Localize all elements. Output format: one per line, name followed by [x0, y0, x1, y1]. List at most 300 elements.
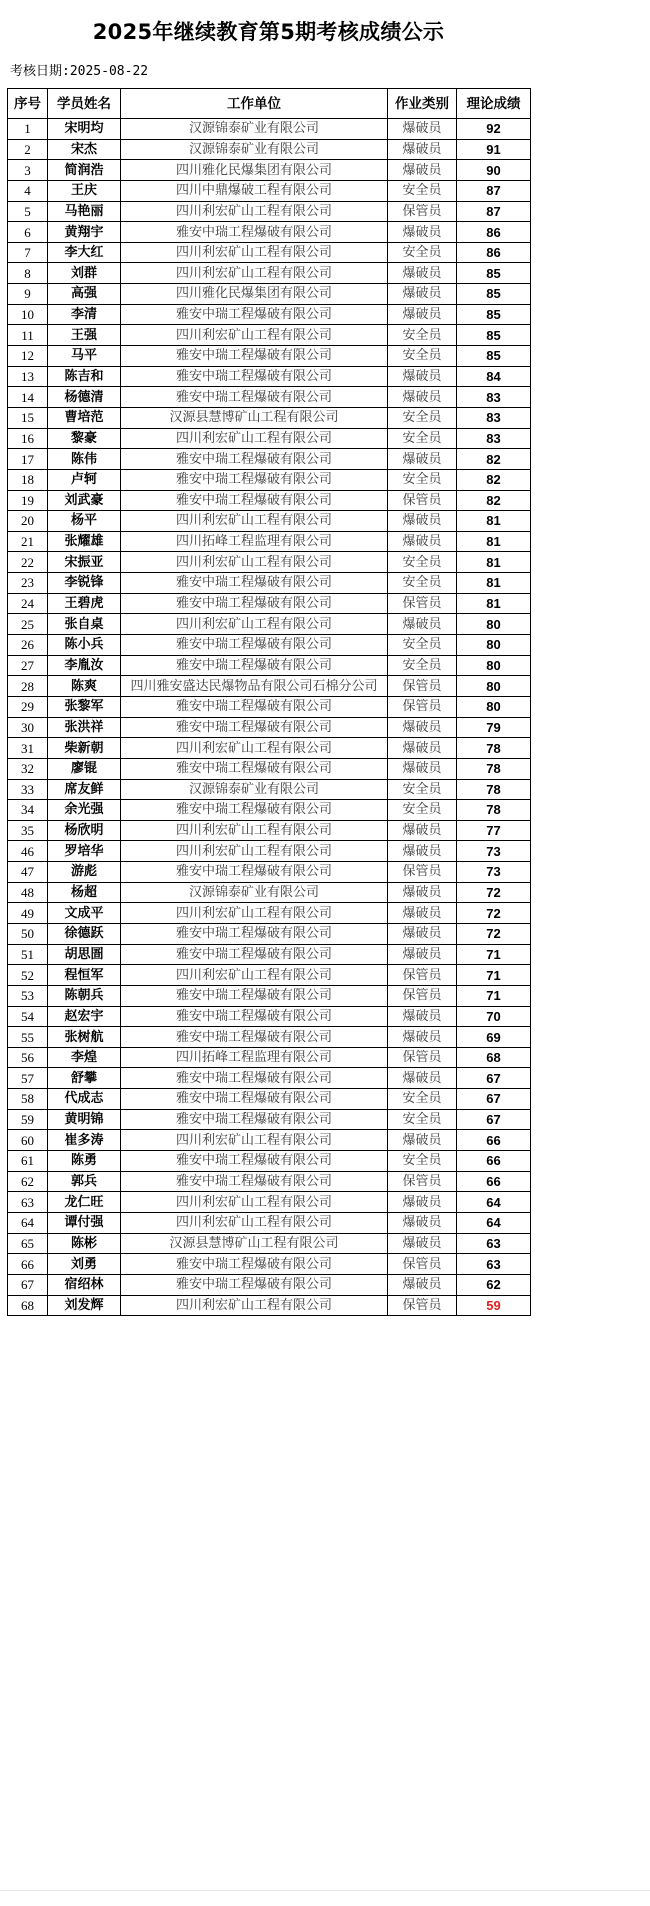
- table-row: [8, 1171, 531, 1192]
- table-row: [8, 180, 531, 201]
- work-unit-cell: 汉源锦泰矿业有限公司: [121, 882, 388, 903]
- theory-score-cell: 80: [457, 655, 531, 676]
- serial-number-cell: 8: [8, 263, 48, 284]
- serial-number-cell: 52: [8, 965, 48, 986]
- work-unit-cell: 四川中鼎爆破工程有限公司: [121, 180, 388, 201]
- table-row: [8, 903, 531, 924]
- theory-score-cell: 87: [457, 180, 531, 201]
- student-name-cell: 柴新朝: [48, 738, 121, 759]
- student-name-cell: 张洪祥: [48, 717, 121, 738]
- work-unit-cell: 四川利宏矿山工程有限公司: [121, 428, 388, 449]
- student-name-cell: 代成志: [48, 1089, 121, 1110]
- theory-score-cell: 86: [457, 222, 531, 243]
- student-name-cell: 李煌: [48, 1047, 121, 1068]
- job-category-cell: 爆破员: [388, 511, 457, 532]
- table-row: [8, 1089, 531, 1110]
- score-table: [7, 88, 531, 1316]
- job-category-cell: 保管员: [388, 1295, 457, 1316]
- student-name-cell: 李胤汝: [48, 655, 121, 676]
- job-category-cell: 爆破员: [388, 1274, 457, 1295]
- theory-score-cell: 84: [457, 366, 531, 387]
- job-category-cell: 爆破员: [388, 304, 457, 325]
- job-category-cell: 安全员: [388, 573, 457, 594]
- table-row: [8, 490, 531, 511]
- theory-score-cell: 72: [457, 903, 531, 924]
- serial-number-cell: 54: [8, 1006, 48, 1027]
- table-row: [8, 779, 531, 800]
- work-unit-cell: 雅安中瑞工程爆破有限公司: [121, 304, 388, 325]
- work-unit-cell: 雅安中瑞工程爆破有限公司: [121, 573, 388, 594]
- table-row: [8, 1274, 531, 1295]
- work-unit-cell: 汉源县慧博矿山工程有限公司: [121, 407, 388, 428]
- student-name-cell: 马艳丽: [48, 201, 121, 222]
- table-row: [8, 284, 531, 305]
- serial-number-cell: 60: [8, 1130, 48, 1151]
- work-unit-cell: 雅安中瑞工程爆破有限公司: [121, 469, 388, 490]
- job-category-cell: 爆破员: [388, 222, 457, 243]
- job-category-cell: 安全员: [388, 180, 457, 201]
- theory-score-cell: 82: [457, 469, 531, 490]
- table-row: [8, 696, 531, 717]
- student-name-cell: 宋杰: [48, 139, 121, 160]
- header-serial-number: 序号: [8, 89, 48, 119]
- exam-date: 考核日期:2025-08-22: [10, 64, 149, 79]
- work-unit-cell: 雅安中瑞工程爆破有限公司: [121, 862, 388, 883]
- serial-number-cell: 6: [8, 222, 48, 243]
- theory-score-cell: 83: [457, 387, 531, 408]
- job-category-cell: 保管员: [388, 490, 457, 511]
- score-table-body: [8, 119, 531, 1316]
- work-unit-cell: 雅安中瑞工程爆破有限公司: [121, 387, 388, 408]
- serial-number-cell: 65: [8, 1233, 48, 1254]
- work-unit-cell: 四川利宏矿山工程有限公司: [121, 1212, 388, 1233]
- serial-number-cell: 50: [8, 923, 48, 944]
- serial-number-cell: 20: [8, 511, 48, 532]
- work-unit-cell: 雅安中瑞工程爆破有限公司: [121, 985, 388, 1006]
- serial-number-cell: 48: [8, 882, 48, 903]
- job-category-cell: 爆破员: [388, 944, 457, 965]
- work-unit-cell: 四川利宏矿山工程有限公司: [121, 1130, 388, 1151]
- student-name-cell: 胡思圄: [48, 944, 121, 965]
- job-category-cell: 爆破员: [388, 923, 457, 944]
- theory-score-cell: 59: [457, 1295, 531, 1316]
- serial-number-cell: 10: [8, 304, 48, 325]
- table-row: [8, 717, 531, 738]
- serial-number-cell: 35: [8, 820, 48, 841]
- job-category-cell: 爆破员: [388, 366, 457, 387]
- table-row: [8, 1068, 531, 1089]
- job-category-cell: 安全员: [388, 800, 457, 821]
- theory-score-cell: 67: [457, 1109, 531, 1130]
- table-row: [8, 531, 531, 552]
- work-unit-cell: 雅安中瑞工程爆破有限公司: [121, 1109, 388, 1130]
- student-name-cell: 陈吉和: [48, 366, 121, 387]
- student-name-cell: 宿绍林: [48, 1274, 121, 1295]
- work-unit-cell: 雅安中瑞工程爆破有限公司: [121, 696, 388, 717]
- student-name-cell: 游彪: [48, 862, 121, 883]
- student-name-cell: 马平: [48, 346, 121, 367]
- theory-score-cell: 69: [457, 1027, 531, 1048]
- student-name-cell: 刘群: [48, 263, 121, 284]
- table-row: [8, 573, 531, 594]
- job-category-cell: 爆破员: [388, 820, 457, 841]
- serial-number-cell: 25: [8, 614, 48, 635]
- student-name-cell: 徐德跃: [48, 923, 121, 944]
- serial-number-cell: 29: [8, 696, 48, 717]
- theory-score-cell: 85: [457, 304, 531, 325]
- student-name-cell: 张耀雄: [48, 531, 121, 552]
- student-name-cell: 程恒军: [48, 965, 121, 986]
- job-category-cell: 保管员: [388, 965, 457, 986]
- work-unit-cell: 雅安中瑞工程爆破有限公司: [121, 1171, 388, 1192]
- header-student-name: 学员姓名: [48, 89, 121, 119]
- work-unit-cell: 雅安中瑞工程爆破有限公司: [121, 944, 388, 965]
- student-name-cell: 舒攀: [48, 1068, 121, 1089]
- student-name-cell: 张自桌: [48, 614, 121, 635]
- theory-score-cell: 87: [457, 201, 531, 222]
- work-unit-cell: 雅安中瑞工程爆破有限公司: [121, 923, 388, 944]
- job-category-cell: 爆破员: [388, 1192, 457, 1213]
- work-unit-cell: 四川利宏矿山工程有限公司: [121, 903, 388, 924]
- job-category-cell: 爆破员: [388, 531, 457, 552]
- job-category-cell: 安全员: [388, 469, 457, 490]
- job-category-cell: 爆破员: [388, 903, 457, 924]
- serial-number-cell: 30: [8, 717, 48, 738]
- theory-score-cell: 83: [457, 407, 531, 428]
- work-unit-cell: 雅安中瑞工程爆破有限公司: [121, 490, 388, 511]
- student-name-cell: 谭付强: [48, 1212, 121, 1233]
- work-unit-cell: 雅安中瑞工程爆破有限公司: [121, 346, 388, 367]
- work-unit-cell: 四川雅安盛达民爆物品有限公司石棉分公司: [121, 676, 388, 697]
- work-unit-cell: 四川利宏矿山工程有限公司: [121, 325, 388, 346]
- work-unit-cell: 四川利宏矿山工程有限公司: [121, 242, 388, 263]
- serial-number-cell: 59: [8, 1109, 48, 1130]
- theory-score-cell: 72: [457, 882, 531, 903]
- theory-score-cell: 71: [457, 985, 531, 1006]
- job-category-cell: 安全员: [388, 242, 457, 263]
- theory-score-cell: 66: [457, 1130, 531, 1151]
- work-unit-cell: 四川利宏矿山工程有限公司: [121, 614, 388, 635]
- student-name-cell: 张树航: [48, 1027, 121, 1048]
- serial-number-cell: 26: [8, 635, 48, 656]
- work-unit-cell: 雅安中瑞工程爆破有限公司: [121, 717, 388, 738]
- work-unit-cell: 雅安中瑞工程爆破有限公司: [121, 1089, 388, 1110]
- serial-number-cell: 1: [8, 119, 48, 140]
- theory-score-cell: 68: [457, 1047, 531, 1068]
- student-name-cell: 王碧虎: [48, 593, 121, 614]
- job-category-cell: 爆破员: [388, 139, 457, 160]
- work-unit-cell: 雅安中瑞工程爆破有限公司: [121, 222, 388, 243]
- theory-score-cell: 81: [457, 531, 531, 552]
- serial-number-cell: 51: [8, 944, 48, 965]
- table-row: [8, 593, 531, 614]
- job-category-cell: 爆破员: [388, 717, 457, 738]
- student-name-cell: 陈爽: [48, 676, 121, 697]
- work-unit-cell: 雅安中瑞工程爆破有限公司: [121, 800, 388, 821]
- table-row: [8, 263, 531, 284]
- job-category-cell: 爆破员: [388, 1006, 457, 1027]
- job-category-cell: 爆破员: [388, 263, 457, 284]
- student-name-cell: 龙仁旺: [48, 1192, 121, 1213]
- table-row: [8, 222, 531, 243]
- table-row: [8, 965, 531, 986]
- work-unit-cell: 汉源锦泰矿业有限公司: [121, 139, 388, 160]
- table-header-row: [8, 89, 531, 119]
- job-category-cell: 爆破员: [388, 449, 457, 470]
- table-row: [8, 449, 531, 470]
- work-unit-cell: 汉源锦泰矿业有限公司: [121, 119, 388, 140]
- theory-score-cell: 77: [457, 820, 531, 841]
- theory-score-cell: 66: [457, 1171, 531, 1192]
- theory-score-cell: 73: [457, 862, 531, 883]
- table-row: [8, 614, 531, 635]
- table-row: [8, 985, 531, 1006]
- theory-score-cell: 78: [457, 758, 531, 779]
- job-category-cell: 安全员: [388, 407, 457, 428]
- work-unit-cell: 雅安中瑞工程爆破有限公司: [121, 758, 388, 779]
- serial-number-cell: 55: [8, 1027, 48, 1048]
- serial-number-cell: 63: [8, 1192, 48, 1213]
- serial-number-cell: 15: [8, 407, 48, 428]
- table-row: [8, 820, 531, 841]
- student-name-cell: 陈小兵: [48, 635, 121, 656]
- job-category-cell: 安全员: [388, 779, 457, 800]
- theory-score-cell: 92: [457, 119, 531, 140]
- job-category-cell: 安全员: [388, 1109, 457, 1130]
- job-category-cell: 保管员: [388, 985, 457, 1006]
- table-row: [8, 1109, 531, 1130]
- student-name-cell: 张黎军: [48, 696, 121, 717]
- serial-number-cell: 64: [8, 1212, 48, 1233]
- work-unit-cell: 四川利宏矿山工程有限公司: [121, 841, 388, 862]
- work-unit-cell: 四川拓峰工程监理有限公司: [121, 1047, 388, 1068]
- page-title: 2025年继续教育第5期考核成绩公示: [92, 20, 445, 44]
- table-row: [8, 1192, 531, 1213]
- student-name-cell: 廖锟: [48, 758, 121, 779]
- serial-number-cell: 4: [8, 180, 48, 201]
- job-category-cell: 安全员: [388, 325, 457, 346]
- table-row: [8, 635, 531, 656]
- table-row: [8, 923, 531, 944]
- serial-number-cell: 49: [8, 903, 48, 924]
- student-name-cell: 陈彬: [48, 1233, 121, 1254]
- serial-number-cell: 13: [8, 366, 48, 387]
- student-name-cell: 刘发辉: [48, 1295, 121, 1316]
- table-row: [8, 201, 531, 222]
- student-name-cell: 罗培华: [48, 841, 121, 862]
- table-row: [8, 1212, 531, 1233]
- serial-number-cell: 61: [8, 1151, 48, 1172]
- student-name-cell: 杨欣明: [48, 820, 121, 841]
- table-row: [8, 1254, 531, 1275]
- page-bottom-edge: [0, 1890, 650, 1891]
- work-unit-cell: 雅安中瑞工程爆破有限公司: [121, 1006, 388, 1027]
- theory-score-cell: 82: [457, 490, 531, 511]
- student-name-cell: 宋振亚: [48, 552, 121, 573]
- job-category-cell: 保管员: [388, 593, 457, 614]
- theory-score-cell: 66: [457, 1151, 531, 1172]
- job-category-cell: 安全员: [388, 655, 457, 676]
- theory-score-cell: 73: [457, 841, 531, 862]
- job-category-cell: 爆破员: [388, 119, 457, 140]
- job-category-cell: 保管员: [388, 1171, 457, 1192]
- work-unit-cell: 雅安中瑞工程爆破有限公司: [121, 593, 388, 614]
- work-unit-cell: 雅安中瑞工程爆破有限公司: [121, 449, 388, 470]
- student-name-cell: 黄翔宇: [48, 222, 121, 243]
- serial-number-cell: 12: [8, 346, 48, 367]
- student-name-cell: 赵宏宇: [48, 1006, 121, 1027]
- work-unit-cell: 雅安中瑞工程爆破有限公司: [121, 1027, 388, 1048]
- job-category-cell: 保管员: [388, 862, 457, 883]
- student-name-cell: 宋明均: [48, 119, 121, 140]
- job-category-cell: 安全员: [388, 1089, 457, 1110]
- student-name-cell: 余光强: [48, 800, 121, 821]
- work-unit-cell: 雅安中瑞工程爆破有限公司: [121, 366, 388, 387]
- student-name-cell: 高强: [48, 284, 121, 305]
- table-row: [8, 1295, 531, 1316]
- serial-number-cell: 66: [8, 1254, 48, 1275]
- theory-score-cell: 91: [457, 139, 531, 160]
- student-name-cell: 杨平: [48, 511, 121, 532]
- serial-number-cell: 57: [8, 1068, 48, 1089]
- work-unit-cell: 雅安中瑞工程爆破有限公司: [121, 1274, 388, 1295]
- job-category-cell: 保管员: [388, 1047, 457, 1068]
- serial-number-cell: 31: [8, 738, 48, 759]
- theory-score-cell: 82: [457, 449, 531, 470]
- work-unit-cell: 四川雅化民爆集团有限公司: [121, 160, 388, 181]
- theory-score-cell: 64: [457, 1192, 531, 1213]
- work-unit-cell: 四川利宏矿山工程有限公司: [121, 552, 388, 573]
- table-row: [8, 841, 531, 862]
- theory-score-cell: 71: [457, 965, 531, 986]
- serial-number-cell: 67: [8, 1274, 48, 1295]
- student-name-cell: 曹培范: [48, 407, 121, 428]
- job-category-cell: 爆破员: [388, 1233, 457, 1254]
- job-category-cell: 爆破员: [388, 758, 457, 779]
- table-row: [8, 469, 531, 490]
- serial-number-cell: 19: [8, 490, 48, 511]
- serial-number-cell: 32: [8, 758, 48, 779]
- serial-number-cell: 2: [8, 139, 48, 160]
- serial-number-cell: 47: [8, 862, 48, 883]
- work-unit-cell: 四川利宏矿山工程有限公司: [121, 820, 388, 841]
- table-row: [8, 882, 531, 903]
- serial-number-cell: 11: [8, 325, 48, 346]
- serial-number-cell: 27: [8, 655, 48, 676]
- student-name-cell: 李大红: [48, 242, 121, 263]
- student-name-cell: 李锐锋: [48, 573, 121, 594]
- serial-number-cell: 24: [8, 593, 48, 614]
- job-category-cell: 爆破员: [388, 160, 457, 181]
- job-category-cell: 安全员: [388, 552, 457, 573]
- job-category-cell: 保管员: [388, 676, 457, 697]
- student-name-cell: 李清: [48, 304, 121, 325]
- theory-score-cell: 83: [457, 428, 531, 449]
- table-row: [8, 242, 531, 263]
- job-category-cell: 爆破员: [388, 1068, 457, 1089]
- student-name-cell: 席友鲜: [48, 779, 121, 800]
- student-name-cell: 杨德清: [48, 387, 121, 408]
- header-job-category: 作业类别: [388, 89, 457, 119]
- header-theory-score: 理论成绩: [457, 89, 531, 119]
- job-category-cell: 爆破员: [388, 738, 457, 759]
- table-row: [8, 862, 531, 883]
- theory-score-cell: 81: [457, 593, 531, 614]
- job-category-cell: 爆破员: [388, 284, 457, 305]
- table-row: [8, 738, 531, 759]
- serial-number-cell: 68: [8, 1295, 48, 1316]
- job-category-cell: 安全员: [388, 635, 457, 656]
- theory-score-cell: 90: [457, 160, 531, 181]
- student-name-cell: 刘勇: [48, 1254, 121, 1275]
- serial-number-cell: 58: [8, 1089, 48, 1110]
- theory-score-cell: 64: [457, 1212, 531, 1233]
- theory-score-cell: 81: [457, 511, 531, 532]
- serial-number-cell: 28: [8, 676, 48, 697]
- theory-score-cell: 81: [457, 573, 531, 594]
- serial-number-cell: 3: [8, 160, 48, 181]
- table-row: [8, 160, 531, 181]
- serial-number-cell: 18: [8, 469, 48, 490]
- work-unit-cell: 四川利宏矿山工程有限公司: [121, 201, 388, 222]
- table-row: [8, 346, 531, 367]
- work-unit-cell: 四川利宏矿山工程有限公司: [121, 1295, 388, 1316]
- table-row: [8, 366, 531, 387]
- work-unit-cell: 四川利宏矿山工程有限公司: [121, 738, 388, 759]
- table-row: [8, 119, 531, 140]
- work-unit-cell: 雅安中瑞工程爆破有限公司: [121, 1254, 388, 1275]
- table-row: [8, 139, 531, 160]
- theory-score-cell: 72: [457, 923, 531, 944]
- student-name-cell: 卢轲: [48, 469, 121, 490]
- job-category-cell: 爆破员: [388, 841, 457, 862]
- student-name-cell: 崔多涛: [48, 1130, 121, 1151]
- work-unit-cell: 四川利宏矿山工程有限公司: [121, 965, 388, 986]
- table-row: [8, 676, 531, 697]
- table-row: [8, 325, 531, 346]
- theory-score-cell: 80: [457, 676, 531, 697]
- table-row: [8, 511, 531, 532]
- student-name-cell: 黄明锦: [48, 1109, 121, 1130]
- job-category-cell: 保管员: [388, 201, 457, 222]
- work-unit-cell: 四川雅化民爆集团有限公司: [121, 284, 388, 305]
- student-name-cell: 杨超: [48, 882, 121, 903]
- table-row: [8, 758, 531, 779]
- table-row: [8, 1130, 531, 1151]
- theory-score-cell: 70: [457, 1006, 531, 1027]
- theory-score-cell: 78: [457, 800, 531, 821]
- work-unit-cell: 四川利宏矿山工程有限公司: [121, 511, 388, 532]
- table-row: [8, 1151, 531, 1172]
- student-name-cell: 简润浩: [48, 160, 121, 181]
- table-row: [8, 800, 531, 821]
- student-name-cell: 黎豪: [48, 428, 121, 449]
- theory-score-cell: 78: [457, 779, 531, 800]
- work-unit-cell: 四川利宏矿山工程有限公司: [121, 1192, 388, 1213]
- serial-number-cell: 33: [8, 779, 48, 800]
- serial-number-cell: 46: [8, 841, 48, 862]
- serial-number-cell: 23: [8, 573, 48, 594]
- theory-score-cell: 78: [457, 738, 531, 759]
- student-name-cell: 王强: [48, 325, 121, 346]
- student-name-cell: 郭兵: [48, 1171, 121, 1192]
- table-row: [8, 1233, 531, 1254]
- theory-score-cell: 86: [457, 242, 531, 263]
- table-row: [8, 1027, 531, 1048]
- table-row: [8, 1006, 531, 1027]
- work-unit-cell: 雅安中瑞工程爆破有限公司: [121, 635, 388, 656]
- job-category-cell: 爆破员: [388, 1212, 457, 1233]
